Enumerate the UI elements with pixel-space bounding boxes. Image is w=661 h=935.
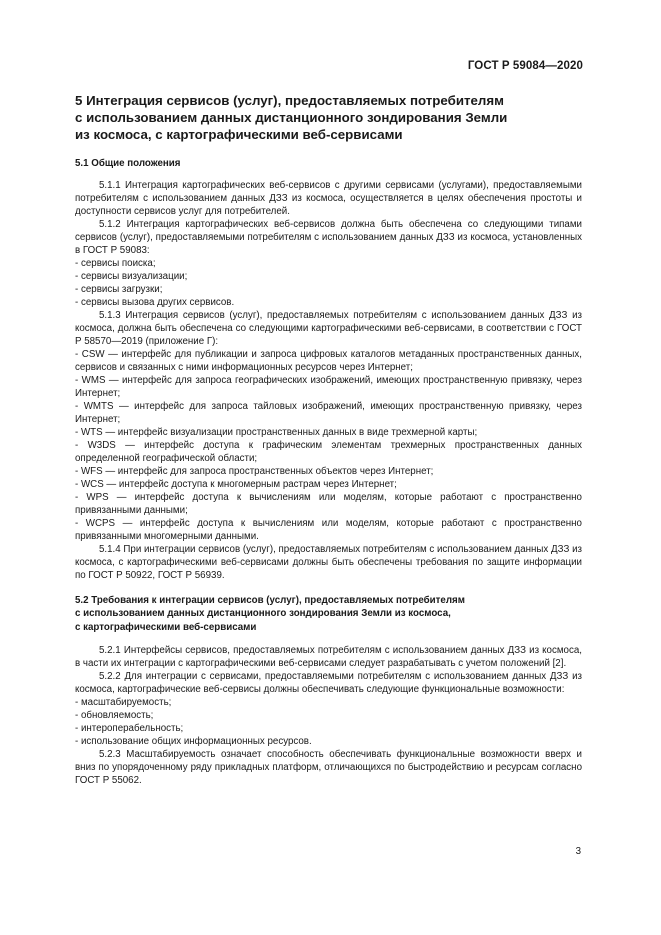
list-item-text: сервисы загрузки; [80,284,163,295]
list-item [75,465,582,478]
list-item [75,517,582,543]
section-5-title-line: 5 Интеграция сервисов (услуг), предоставляемых потребителям [75,93,504,108]
list-dash: - [75,258,81,269]
paragraph-5-2-2: 5.2.2 Для интеграции с сервисами, предоставляемыми потребителям с использованием данных ДЗЗ из космоса, картографические веб-сервисы должны обеспечивать следующие функциональные возможности: [75,671,582,696]
list-item [75,270,582,283]
list-dash: - [75,736,81,748]
section-5-title-line: из космоса, с картографическими веб-сервисами [75,127,403,142]
list-item [75,439,582,465]
subsection-5-2-title-line: 5.2 Требования к интеграции сервисов (услуг), предоставляемых потребителям [75,595,465,606]
list-dash: - [75,697,81,709]
list-dash: - [75,518,86,529]
list-item [75,374,582,400]
section-5-title-line: с использованием данных дистанционного зондирования Земли [75,110,508,125]
document-body [75,157,582,787]
list-item-text: WMS — интерфейс для запроса географических изображений, имеющих пространственную привязку, через Интернет; [75,375,582,399]
list-item [75,722,582,735]
list-dash: - [75,440,88,451]
paragraph-5-2-1: 5.2.1 Интерфейсы сервисов, предоставляемых потребителям с использованием данных ДЗЗ из космоса, в части их интеграции с картографическими веб-сервисами следует разрабатывать с учетом положений [2]. [75,645,582,670]
list-item-text: сервисы поиска; [80,258,156,269]
list-item-text: WCPS — интерфейс доступа к вычислениям или моделям, которые работают с пространственно привязанными многомерными данными. [75,518,582,542]
list-item [75,478,582,491]
standard-designation: ГОСТ Р 59084—2020 [467,60,583,72]
list-dash: - [75,375,82,386]
list-dash: - [75,427,81,438]
list-item [75,491,582,517]
list-dash: - [75,271,81,282]
list-item-text: WMTS — интерфейс для запроса тайловых изображений, имеющих пространственную привязку, через Интернет; [75,401,582,425]
list-dash: - [75,297,81,308]
list-dash: - [75,466,81,477]
list-item-text: WPS — интерфейс доступа к вычислениям или моделям, которые работают с пространственно привязанными данными; [75,492,582,516]
list-item [75,696,582,709]
paragraph-5-1-4: 5.1.4 При интеграции сервисов (услуг), предоставляемых потребителям с использованием данных ДЗЗ из космоса, с картографическими веб-сервисами должны быть обеспечены требования по защите информации по ГОСТ Р 50922, ГОСТ Р 56939. [75,544,582,581]
list-item-text: WFS — интерфейс для запроса пространственных объектов через Интернет; [80,466,434,477]
list-dash: - [75,349,82,360]
list-item-text: масштабируемость; [80,697,172,709]
list-dash: - [75,723,81,735]
list-item-text: обновляемость; [80,710,154,722]
section-5-title [75,92,545,143]
list-item [75,257,582,270]
subsection-5-2-title-line: с картографическими веб-сервисами [75,621,257,633]
list-item [75,426,582,439]
page-number: 3 [575,846,581,857]
list-item-text: сервисы визуализации; [80,271,188,282]
paragraph-5-1-1: 5.1.1 Интеграция картографических веб-сервисов с другими сервисами (услугами), предоставляемыми потребителям с использованием данных ДЗЗ из космоса, осуществляется в целях обеспечения простоты и доступности сервисов услуг для потребителей. [75,180,582,217]
list-item-text: WCS — интерфейс доступа к многомерным растрам через Интернет; [80,479,397,490]
list-item [75,283,582,296]
list-item-text: сервисы вызова других сервисов. [80,297,235,308]
subsection-5-2-title [75,594,582,634]
subsection-5-1-title: 5.1 Общие положения [75,158,181,169]
list-dash: - [75,479,81,490]
list-item [75,400,582,426]
list-item [75,709,582,722]
list-dash: - [75,284,81,295]
subsection-5-2-title-line: с использованием данных дистанционного зондирования Земли из космоса, [75,608,451,620]
paragraph-5-1-3: 5.1.3 Интеграция сервисов (услуг), предоставляемых потребителям с использованием данных ДЗЗ из космоса, должна быть обеспечена со следующими картографическими веб-сервисами, в соответствии с ГОСТ Р 58570—2019 (приложение Г): [75,310,582,347]
list-dash: - [75,401,84,412]
paragraph-5-1-2: 5.1.2 Интеграция картографических веб-сервисов должна быть обеспечена со следующими типами сервисов (услуг), предоставляемыми потребителям с использованием данных ДЗЗ из космоса, установленных в ГОСТ Р 59083: [75,219,582,256]
list-item-text: использование общих информационных ресурсов. [80,736,312,748]
spacer [75,582,582,594]
list-dash: - [75,492,87,503]
list-item-text: интероперабельность; [80,723,184,735]
paragraph-5-2-3: 5.2.3 Масштабируемость означает способность обеспечивать функциональные возможности вверх и вниз по упорядоченному ряду прикладных платформ, отличающихся по быстродействию и ресурсам согласно ГОСТ Р 55062. [75,749,582,787]
list-item-text: W3DS — интерфейс доступа к графическим элементам трехмерных пространственных данных определенной географической области; [75,440,582,464]
list-item-text: CSW — интерфейс для публикации и запроса цифровых каталогов метаданных пространственных данных, сервисов и связанных с ними информационных ресурсов через Интернет; [75,349,582,373]
list-dash: - [75,710,81,722]
list-item-text: WTS — интерфейс визуализации пространственных данных в виде трехмерной карты; [80,427,478,438]
list-item [75,735,582,748]
list-item [75,348,582,374]
list-item [75,296,582,309]
